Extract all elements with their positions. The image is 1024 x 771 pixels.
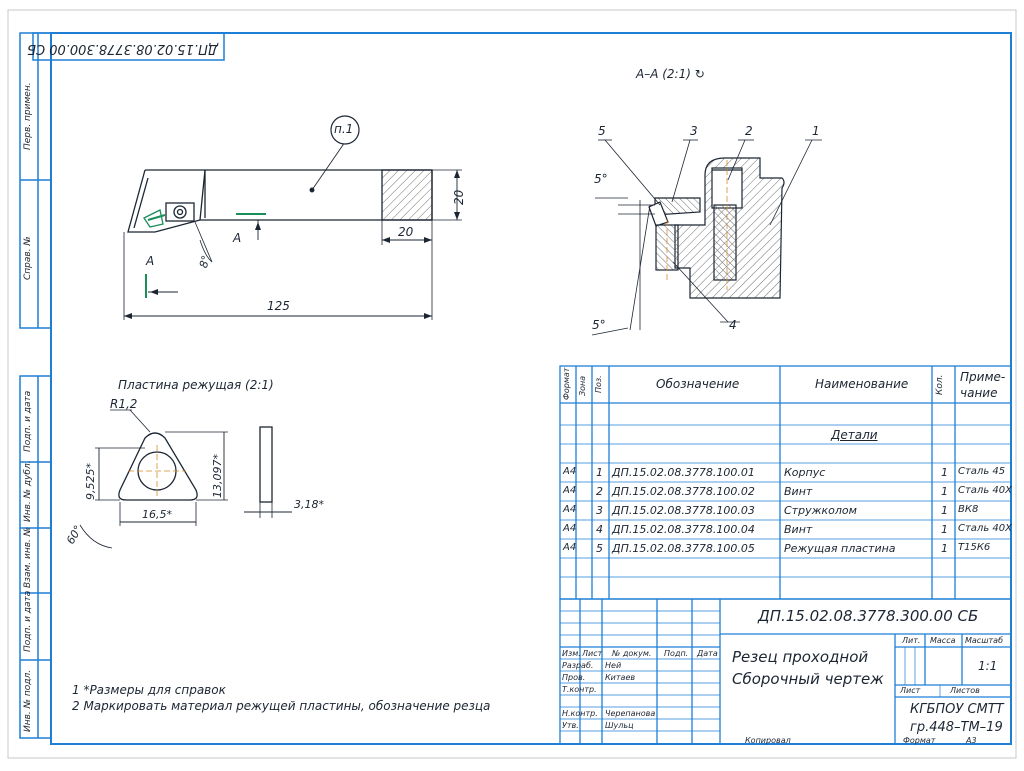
title-line2: Сборочный чертеж [732,670,884,688]
kopiroval-label: Копировал [745,736,791,745]
note-1: 1 *Размеры для справок [72,683,226,697]
insert-title: Пластина режущая (2:1) [118,378,274,392]
masshtab-label: Масштаб [965,636,1004,645]
dim-20-vertical: 20 [452,189,466,205]
row-pos: 1 [596,466,603,479]
row-note: Сталь 40Х [958,523,1012,534]
insert-radius: R1,2 [110,397,138,411]
row-name: Винт [784,485,813,498]
utv-label: Утв. [562,721,579,730]
section-title: A–A (2:1) ↻ [636,67,705,81]
stamp-vzam-inv: Взам. инв. № [23,526,33,588]
listov-label: Листов [950,686,980,695]
row-pos: 4 [596,523,603,536]
row-designation: ДП.15.02.08.3778.100.02 [612,485,755,498]
row-note: Сталь 40Х [958,485,1012,496]
row-note: Сталь 45 [958,466,1006,477]
row-name: Винт [784,523,813,536]
org-line1: КГБПОУ СМТТ [910,702,1004,717]
spec-header-format: Формат [562,367,571,400]
row-format: A4 [563,466,577,477]
row-qty: 1 [941,504,948,517]
row-format: A4 [563,485,577,496]
list-label: Лист [900,686,921,695]
row-note: ВК8 [958,504,979,515]
title-doc-code: ДП.15.02.08.3778.300.00 СБ [758,607,979,625]
format-label: Формат [903,736,936,745]
section-a-bottom-label: A [146,254,155,268]
massa-label: Масса [930,636,956,645]
callout-5: 5 [598,124,606,138]
stamp-podp-data-2: Подп. и дата [23,590,33,652]
row-format: A4 [563,504,577,515]
row-designation: ДП.15.02.08.3778.100.01 [612,466,755,479]
angle-60: 60° [64,523,86,547]
stamp-inv-podl: Инв. № подл. [23,669,33,732]
stamp-sprav-no: Справ. № [23,236,33,280]
razrab-name: Ней [605,661,622,670]
row-pos: 2 [596,485,603,498]
nkontr-label: Н.контр. [562,709,598,718]
prov-name: Китаев [605,673,636,682]
org-line2: гр.448–ТМ–19 [910,720,1003,735]
col-podp: Подп. [664,649,689,658]
dim-13097: 13,097* [211,454,224,498]
format-value: A3 [966,736,977,745]
stamp-podp-data-1: Подп. и дата [23,390,33,452]
col-data: Дата [697,649,718,658]
dim-20-horizontal: 20 [398,225,414,239]
row-qty: 1 [941,485,948,498]
masshtab-value: 1:1 [978,659,998,673]
angle-8: 8° [197,253,213,270]
spec-header-qty: Кол. [935,374,945,395]
dim-9525: 9,525* [84,463,97,500]
spec-header-name: Наименование [815,377,909,391]
razrab-label: Разраб. [562,661,594,670]
row-format: A4 [563,523,577,534]
stamp-inv-dubl: Инв. № дубл. [23,460,33,522]
dim-165: 16,5* [142,508,172,521]
spec-header-pos: Поз. [594,375,603,393]
col-izm: Изм. [562,649,581,658]
row-qty: 1 [941,523,948,536]
row-designation: ДП.15.02.08.3778.100.05 [612,542,755,555]
row-designation: ДП.15.02.08.3778.100.04 [612,523,755,536]
nkontr-name: Черепанова [605,709,656,718]
row-qty: 1 [941,542,948,555]
row-name: Режущая пластина [784,542,896,555]
row-pos: 5 [596,542,603,555]
lit-label: Лит. [902,636,921,645]
row-format: A4 [563,542,577,553]
spec-section-label: Детали [831,428,878,442]
spec-header-note: Приме- чание [960,370,1006,400]
angle-5-bottom: 5° [592,318,606,332]
tkontr-label: Т.контр. [562,685,597,694]
callout-2: 2 [745,124,753,138]
callout-1: 1 [812,124,820,138]
dim-318: 3,18* [294,498,324,511]
row-pos: 3 [596,504,603,517]
title-line1: Резец проходной [732,648,869,666]
note-2: 2 Маркировать материал режущей пластины, обозначение резца [72,699,491,713]
callout-4: 4 [729,318,737,332]
row-name: Стружколом [784,504,857,517]
callout-3: 3 [690,124,698,138]
col-ndoc: № докум. [612,649,652,658]
prov-label: Пров. [562,673,586,682]
spec-header-zone: Зона [578,375,587,396]
rotated-doc-code: ДП.15.02.08.3778.300.00 СБ [27,41,218,56]
dim-125: 125 [267,299,290,313]
col-list: Лист [582,649,603,658]
row-designation: ДП.15.02.08.3778.100.03 [612,504,755,517]
balloon-label: п.1 [334,122,354,136]
row-note: Т15К6 [958,542,991,553]
angle-5-top: 5° [594,172,608,186]
spec-header-designation: Обозначение [656,377,740,391]
row-name: Корпус [784,466,826,479]
section-a-top-label: A [233,231,242,245]
stamp-perv-primen: Перв. примен. [23,82,33,150]
row-qty: 1 [941,466,948,479]
utv-name: Шульц [605,721,634,730]
